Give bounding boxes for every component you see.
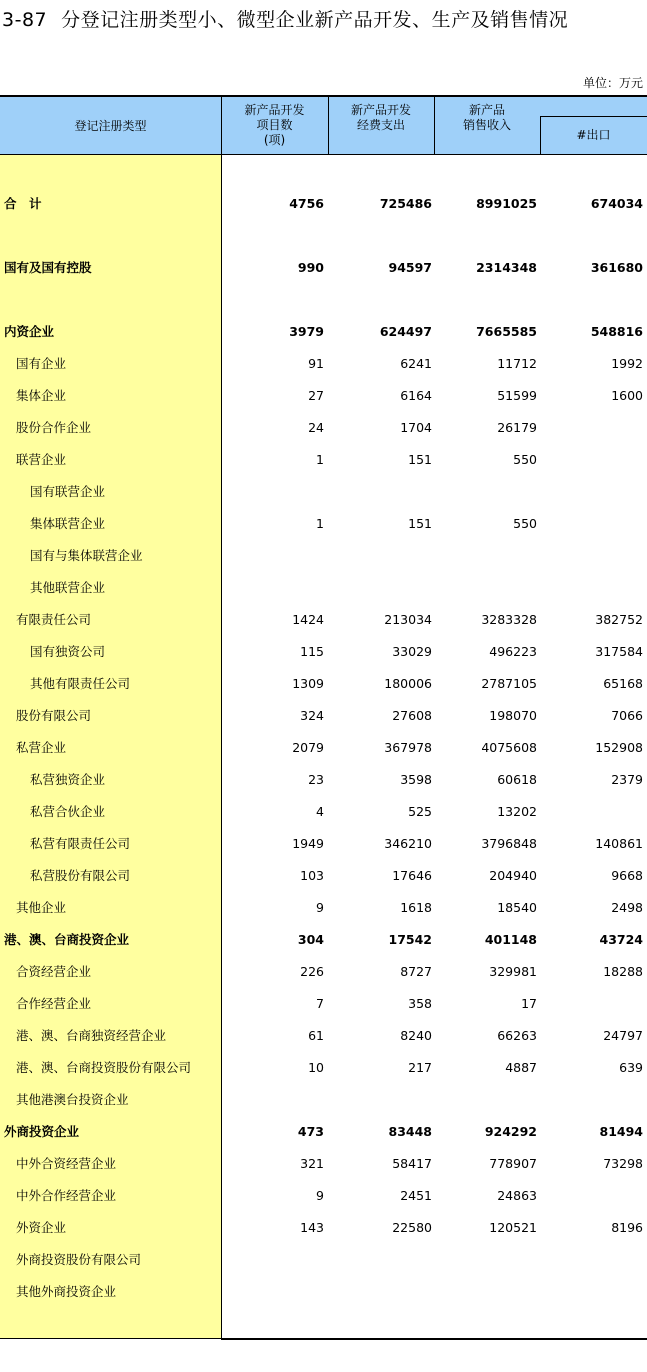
row-label: 合作经营企业: [16, 996, 92, 1011]
row-label: 国有独资公司: [30, 644, 106, 659]
cell-projects: 304: [297, 932, 324, 947]
table-row: [0, 194, 647, 214]
table-row: [0, 1218, 647, 1238]
cell-expenditure: 8727: [400, 964, 432, 979]
cell-export: 140861: [595, 836, 643, 851]
table-row: [0, 1058, 647, 1078]
row-label: 集体企业: [16, 388, 67, 403]
cell-projects: 1: [316, 452, 324, 467]
row-label: 私营股份有限公司: [30, 868, 131, 883]
cell-sales: 24863: [497, 1188, 537, 1203]
row-label: 其他企业: [16, 900, 67, 915]
cell-projects: 2079: [292, 740, 324, 755]
cell-export: 2498: [611, 900, 643, 915]
cell-sales: 26179: [497, 420, 537, 435]
table-row: [0, 450, 647, 470]
cell-projects: 1: [316, 516, 324, 531]
table-row: [0, 578, 647, 598]
table-row: [0, 1282, 647, 1302]
table-row: [0, 418, 647, 438]
cell-projects: 473: [297, 1124, 324, 1139]
page-title: [2, 5, 568, 32]
cell-expenditure: 17542: [388, 932, 432, 947]
cell-expenditure: 725486: [379, 196, 432, 211]
cell-export: 674034: [590, 196, 643, 211]
cell-sales: 66263: [497, 1028, 537, 1043]
cell-sales: 329981: [489, 964, 537, 979]
row-label: 内资企业: [4, 324, 55, 339]
cell-expenditure: 6164: [400, 388, 432, 403]
cell-export: 1992: [611, 356, 643, 371]
row-label: 国有企业: [16, 356, 67, 371]
cell-sales: 198070: [489, 708, 537, 723]
cell-sales: 778907: [489, 1156, 537, 1171]
row-label: 国有与集体联营企业: [30, 548, 143, 563]
row-label: 中外合资经营企业: [16, 1156, 117, 1171]
cell-expenditure: 180006: [384, 676, 432, 691]
cell-export: 2379: [611, 772, 643, 787]
cell-export: 1600: [611, 388, 643, 403]
header-projects-line2: 项目数: [256, 118, 293, 132]
cell-projects: 1424: [292, 612, 324, 627]
table-row: [0, 898, 647, 918]
cell-expenditure: 217: [408, 1060, 432, 1075]
header-bottom-rule: [0, 154, 647, 155]
row-label: 私营独资企业: [30, 772, 106, 787]
row-label: 私营合伙企业: [30, 804, 106, 819]
cell-projects: 24: [308, 420, 324, 435]
cell-expenditure: 1704: [400, 420, 432, 435]
label-column-bottom-rule: [0, 1338, 221, 1339]
header-export: #出口: [576, 128, 611, 142]
cell-projects: 3979: [289, 324, 324, 339]
cell-sales: 2787105: [481, 676, 537, 691]
cell-sales: 204940: [489, 868, 537, 883]
table-row: [0, 962, 647, 982]
row-label: 港、澳、台商独资经营企业: [16, 1028, 167, 1043]
row-label: 国有联营企业: [30, 484, 106, 499]
cell-sales: 60618: [497, 772, 537, 787]
cell-sales: 3283328: [481, 612, 537, 627]
cell-expenditure: 33029: [392, 644, 432, 659]
cell-export: 18288: [603, 964, 643, 979]
table-row: [0, 1186, 647, 1206]
cell-projects: 143: [300, 1220, 324, 1235]
cell-expenditure: 8240: [400, 1028, 432, 1043]
table-row: [0, 610, 647, 630]
header-sales-line2: 销售收入: [462, 118, 511, 132]
row-label: 外商投资股份有限公司: [16, 1252, 142, 1267]
table-row: [0, 770, 647, 790]
row-label: 其他外商投资企业: [16, 1284, 117, 1299]
cell-sales: 120521: [489, 1220, 537, 1235]
table-title: 分登记注册类型小、微型企业新产品开发、生产及销售情况: [61, 9, 569, 31]
header-expenditure-line1: 新产品开发: [350, 103, 411, 117]
cell-expenditure: 1618: [400, 900, 432, 915]
row-label: 联营企业: [16, 452, 67, 467]
cell-sales: 550: [513, 516, 537, 531]
table-row: [0, 802, 647, 822]
table-row: [0, 994, 647, 1014]
table-row: [0, 546, 647, 566]
row-label: 港、澳、台商投资股份有限公司: [16, 1060, 192, 1075]
row-label: 集体联营企业: [30, 516, 106, 531]
table-row: [0, 834, 647, 854]
table-row: [0, 482, 647, 502]
cell-expenditure: 3598: [400, 772, 432, 787]
cell-sales: 401148: [484, 932, 537, 947]
row-label: 股份有限公司: [16, 708, 92, 723]
cell-expenditure: 2451: [400, 1188, 432, 1203]
header-expenditure-line2: 经费支出: [356, 118, 405, 132]
cell-sales: 8991025: [476, 196, 537, 211]
row-label: 外资企业: [16, 1220, 67, 1235]
table-row: [0, 1090, 647, 1110]
cell-projects: 324: [300, 708, 324, 723]
table-row: [0, 354, 647, 374]
table-bottom-rule: [221, 1338, 647, 1340]
cell-export: 639: [619, 1060, 643, 1075]
cell-export: 65168: [603, 676, 643, 691]
cell-sales: 13202: [497, 804, 537, 819]
subheader-rule: [540, 116, 647, 117]
table-row: [0, 738, 647, 758]
table-row: [0, 1154, 647, 1174]
header-projects: [221, 103, 328, 148]
cell-export: 8196: [611, 1220, 643, 1235]
row-label: 其他港澳台投资企业: [16, 1092, 129, 1107]
cell-expenditure: 525: [408, 804, 432, 819]
table-row: [0, 514, 647, 534]
cell-projects: 103: [300, 868, 324, 883]
cell-projects: 9: [316, 1188, 324, 1203]
cell-export: 43724: [599, 932, 643, 947]
cell-sales: 2314348: [476, 260, 537, 275]
cell-projects: 321: [300, 1156, 324, 1171]
cell-projects: 226: [300, 964, 324, 979]
cell-sales: 3796848: [481, 836, 537, 851]
table-row: [0, 1026, 647, 1046]
row-label: 有限责任公司: [16, 612, 92, 627]
cell-projects: 61: [308, 1028, 324, 1043]
cell-projects: 990: [297, 260, 324, 275]
table-number: 3-87: [2, 9, 48, 31]
unit-label: 单位：万元: [582, 76, 643, 90]
table-row: [0, 1250, 647, 1270]
cell-sales: 17: [521, 996, 537, 1011]
table-row: [0, 930, 647, 950]
cell-projects: 1949: [292, 836, 324, 851]
cell-expenditure: 213034: [384, 612, 432, 627]
cell-sales: 7665585: [476, 324, 537, 339]
cell-export: 317584: [595, 644, 643, 659]
header-registration-type: 登记注册类型: [74, 119, 147, 133]
row-label: 外商投资企业: [4, 1124, 80, 1139]
cell-projects: 10: [308, 1060, 324, 1075]
cell-sales: 4887: [505, 1060, 537, 1075]
cell-expenditure: 358: [408, 996, 432, 1011]
cell-expenditure: 151: [408, 452, 432, 467]
cell-export: 7066: [611, 708, 643, 723]
header-sales-revenue: [434, 103, 540, 133]
row-label: 中外合作经营企业: [16, 1188, 117, 1203]
cell-expenditure: 6241: [400, 356, 432, 371]
cell-expenditure: 22580: [392, 1220, 432, 1235]
cell-projects: 115: [300, 644, 324, 659]
table-row: [0, 258, 647, 278]
cell-expenditure: 27608: [392, 708, 432, 723]
cell-expenditure: 94597: [388, 260, 432, 275]
cell-expenditure: 58417: [392, 1156, 432, 1171]
cell-expenditure: 346210: [384, 836, 432, 851]
cell-projects: 27: [308, 388, 324, 403]
row-label: 其他有限责任公司: [30, 676, 131, 691]
header-expenditure: [328, 103, 434, 133]
table-row: [0, 642, 647, 662]
row-label: 其他联营企业: [30, 580, 106, 595]
cell-sales: 51599: [497, 388, 537, 403]
row-label: 合资经营企业: [16, 964, 92, 979]
cell-projects: 23: [308, 772, 324, 787]
table-row: [0, 386, 647, 406]
cell-projects: 9: [316, 900, 324, 915]
cell-expenditure: 151: [408, 516, 432, 531]
row-label: 私营企业: [16, 740, 67, 755]
header-projects-line3: (项): [263, 133, 286, 147]
cell-export: 24797: [603, 1028, 643, 1043]
row-label: 股份合作企业: [16, 420, 92, 435]
table-row: [0, 322, 647, 342]
cell-projects: 91: [308, 356, 324, 371]
header-sales-line1: 新产品: [468, 103, 505, 117]
row-label: 合 计: [4, 196, 42, 211]
cell-export: 361680: [590, 260, 643, 275]
cell-export: 9668: [611, 868, 643, 883]
table-row: [0, 1122, 647, 1142]
cell-expenditure: 83448: [388, 1124, 432, 1139]
cell-expenditure: 367978: [384, 740, 432, 755]
table-row: [0, 674, 647, 694]
header-projects-line1: 新产品开发: [244, 103, 305, 117]
table-row: [0, 706, 647, 726]
cell-export: 548816: [590, 324, 643, 339]
cell-projects: 1309: [292, 676, 324, 691]
cell-export: 152908: [595, 740, 643, 755]
cell-sales: 4075608: [481, 740, 537, 755]
cell-expenditure: 624497: [379, 324, 432, 339]
cell-sales: 496223: [489, 644, 537, 659]
cell-projects: 7: [316, 996, 324, 1011]
cell-expenditure: 17646: [392, 868, 432, 883]
cell-sales: 11712: [497, 356, 537, 371]
row-label: 港、澳、台商投资企业: [4, 932, 130, 947]
cell-export: 382752: [595, 612, 643, 627]
cell-sales: 18540: [497, 900, 537, 915]
row-label: 国有及国有控股: [4, 260, 92, 275]
cell-projects: 4: [316, 804, 324, 819]
row-label: 私营有限责任公司: [30, 836, 131, 851]
cell-sales: 550: [513, 452, 537, 467]
cell-export: 73298: [603, 1156, 643, 1171]
cell-export: 81494: [599, 1124, 643, 1139]
table-row: [0, 866, 647, 886]
cell-projects: 4756: [289, 196, 324, 211]
cell-sales: 924292: [484, 1124, 537, 1139]
